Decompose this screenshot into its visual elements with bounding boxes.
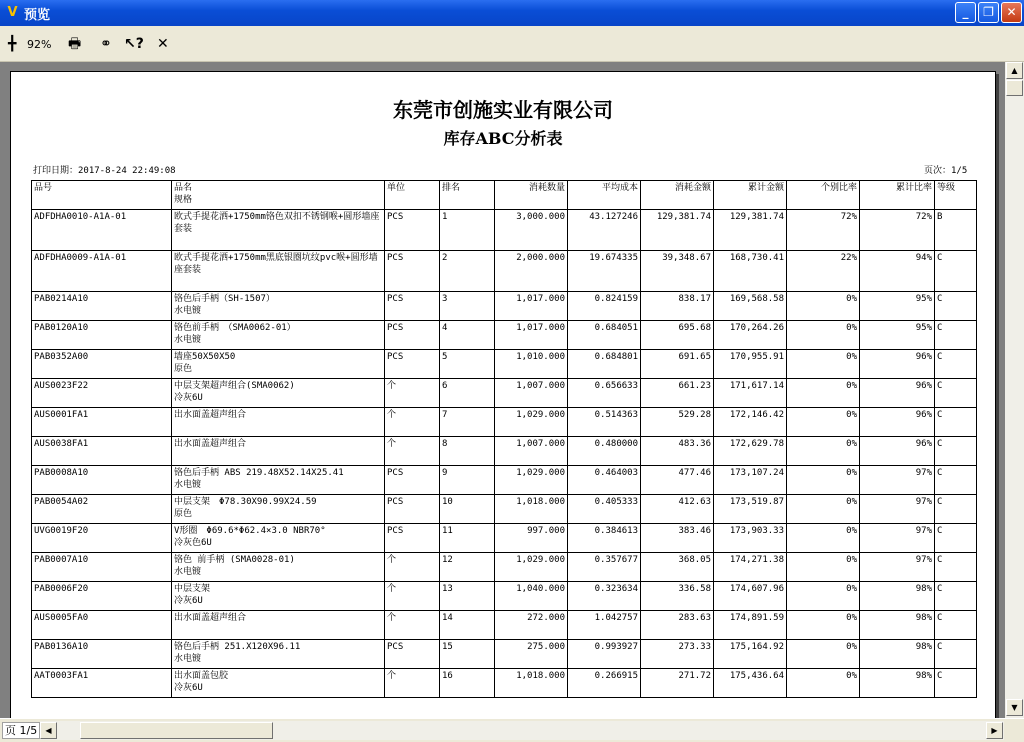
scroll-left-icon[interactable]: ◀ [40, 722, 57, 739]
table-cell: 铬色后手柄 ABS 219.48X52.14X25.41 水电镀 [172, 466, 385, 495]
table-row [32, 524, 977, 553]
toolbar [0, 26, 1024, 62]
window-title: 预览 [24, 8, 51, 23]
column-header: 等级 [935, 181, 977, 210]
table-cell: 169,568.58 [714, 292, 787, 321]
table-cell: 0.514363 [568, 408, 641, 437]
table-cell: 0.684051 [568, 321, 641, 350]
maximize-button[interactable]: ❐ [978, 2, 999, 23]
table-cell: 175,164.92 [714, 640, 787, 669]
minimize-button[interactable]: _ [955, 2, 976, 23]
report-title: 库存ABC分析表 [443, 129, 563, 148]
table-cell: PCS [385, 210, 440, 251]
table-cell: 1,018.000 [495, 669, 568, 698]
table-cell: 336.58 [641, 582, 714, 611]
table-row [32, 292, 977, 321]
table-cell: 0.684801 [568, 350, 641, 379]
table-cell: 7 [440, 408, 495, 437]
table-cell: 8 [440, 437, 495, 466]
table-cell: 出水面盖超声组合 [172, 437, 385, 466]
table-row [32, 669, 977, 698]
table-cell: 98% [860, 669, 935, 698]
table-cell: 个 [385, 553, 440, 582]
table-cell: PAB0007A10 [32, 553, 172, 582]
column-header: 消耗金额 [641, 181, 714, 210]
table-cell: 172,146.42 [714, 408, 787, 437]
table-cell: 铬色 前手柄 (SMA0028-01) 水电镀 [172, 553, 385, 582]
table-cell: 173,903.33 [714, 524, 787, 553]
table-cell: 5 [440, 350, 495, 379]
table-cell: 96% [860, 408, 935, 437]
table-cell: C [935, 321, 977, 350]
table-cell: 661.23 [641, 379, 714, 408]
page-number: 页次：1/5 [924, 166, 968, 176]
find-icon[interactable]: ⚭ [100, 36, 112, 52]
table-cell: 铬色后手柄（SH-1507） 水电镀 [172, 292, 385, 321]
table-cell: 0.405333 [568, 495, 641, 524]
table-cell: PCS [385, 495, 440, 524]
table-cell: 中层支架 Φ78.30X90.99X24.59 原色 [172, 495, 385, 524]
table-cell: 墙座50X50X50 原色 [172, 350, 385, 379]
table-cell: 129,381.74 [641, 210, 714, 251]
table-cell: 477.46 [641, 466, 714, 495]
table-cell: UVG0019F20 [32, 524, 172, 553]
title-bar [0, 0, 1024, 26]
table-cell: 19.674335 [568, 251, 641, 292]
table-cell: 174,607.96 [714, 582, 787, 611]
table-row [32, 210, 977, 251]
table-cell: 168,730.41 [714, 251, 787, 292]
table-cell: 0.656633 [568, 379, 641, 408]
table-cell: 0% [787, 640, 860, 669]
scroll-down-icon[interactable]: ▼ [1006, 699, 1023, 716]
table-cell: PAB0136A10 [32, 640, 172, 669]
table-cell: 95% [860, 292, 935, 321]
table-cell: 个 [385, 379, 440, 408]
table-row [32, 408, 977, 437]
table-cell: PCS [385, 251, 440, 292]
column-header: 个别比率 [787, 181, 860, 210]
table-cell: PAB0120A10 [32, 321, 172, 350]
zoom-icon[interactable]: ╋ [8, 36, 17, 52]
table-cell: 0% [787, 582, 860, 611]
table-row [32, 251, 977, 292]
preview-area[interactable] [0, 62, 1005, 718]
table-cell: 出水面盖超声组合 [172, 408, 385, 437]
table-row [32, 379, 977, 408]
table-cell: 170,264.26 [714, 321, 787, 350]
column-header: 品号 [32, 181, 172, 210]
column-header: 累计比率 [860, 181, 935, 210]
table-cell: 中层支架超声组合(SMA0062) 冷灰6U [172, 379, 385, 408]
table-cell: 0.480000 [568, 437, 641, 466]
table-cell: C [935, 466, 977, 495]
table-cell: 12 [440, 553, 495, 582]
table-cell: PCS [385, 350, 440, 379]
table-cell: 0% [787, 553, 860, 582]
column-header: 排名 [440, 181, 495, 210]
table-cell: PAB0006F20 [32, 582, 172, 611]
table-cell: AUS0001FA1 [32, 408, 172, 437]
table-cell: 2,000.000 [495, 251, 568, 292]
table-row [32, 437, 977, 466]
table-cell: 10 [440, 495, 495, 524]
table-cell: 欧式手提花洒+1750mm铬色双扣不锈钢喉+圆形墙座套装 [172, 210, 385, 251]
scroll-up-icon[interactable]: ▲ [1006, 62, 1023, 79]
table-cell: 96% [860, 379, 935, 408]
table-cell: 1,017.000 [495, 321, 568, 350]
table-cell: 173,519.87 [714, 495, 787, 524]
help-icon[interactable]: ↖? [124, 36, 144, 52]
table-cell: 0% [787, 437, 860, 466]
table-row [32, 321, 977, 350]
table-cell: 个 [385, 437, 440, 466]
app-icon: V [7, 5, 18, 20]
table-cell: PCS [385, 466, 440, 495]
table-cell: 6 [440, 379, 495, 408]
table-cell: 997.000 [495, 524, 568, 553]
print-date: 打印日期：2017-8-24 22:49:08 [33, 166, 176, 176]
table-cell: PCS [385, 321, 440, 350]
table-cell: 383.46 [641, 524, 714, 553]
table-cell: 14 [440, 611, 495, 640]
table-cell: 1.042757 [568, 611, 641, 640]
column-header: 累计金额 [714, 181, 787, 210]
table-cell: 529.28 [641, 408, 714, 437]
table-cell: 97% [860, 466, 935, 495]
table-cell: 272.000 [495, 611, 568, 640]
zoom-level[interactable]: 92% [27, 38, 52, 51]
table-cell: C [935, 350, 977, 379]
table-cell: 72% [860, 210, 935, 251]
table-cell: 1,040.000 [495, 582, 568, 611]
table-cell: 13 [440, 582, 495, 611]
table-cell: 94% [860, 251, 935, 292]
table-cell: 98% [860, 582, 935, 611]
table-row [32, 466, 977, 495]
table-cell: 95% [860, 321, 935, 350]
table-cell: 0% [787, 292, 860, 321]
vertical-scrollbar[interactable] [1005, 62, 1024, 718]
table-cell: 1,018.000 [495, 495, 568, 524]
table-row [32, 582, 977, 611]
table-row [32, 495, 977, 524]
column-header: 品名 规格 [172, 181, 385, 210]
table-cell: C [935, 495, 977, 524]
table-cell: 4 [440, 321, 495, 350]
table-cell: 中层支架 冷灰6U [172, 582, 385, 611]
table-cell: 0% [787, 524, 860, 553]
table-cell: AUS0038FA1 [32, 437, 172, 466]
table-cell: 412.63 [641, 495, 714, 524]
print-icon[interactable]: 🖶 [68, 36, 82, 52]
table-cell: C [935, 251, 977, 292]
table-row [32, 611, 977, 640]
table-cell: 483.36 [641, 437, 714, 466]
table-cell: 1,007.000 [495, 437, 568, 466]
status-bar [0, 718, 1024, 742]
table-cell: 0.266915 [568, 669, 641, 698]
abc-analysis-table [31, 180, 977, 698]
table-cell: 129,381.74 [714, 210, 787, 251]
table-cell: C [935, 524, 977, 553]
table-cell: ADFDHA0009-A1A-01 [32, 251, 172, 292]
table-cell: C [935, 611, 977, 640]
table-cell: 2 [440, 251, 495, 292]
table-cell: 0.323634 [568, 582, 641, 611]
table-cell: PCS [385, 640, 440, 669]
table-cell: 283.63 [641, 611, 714, 640]
table-cell: 173,107.24 [714, 466, 787, 495]
horizontal-scrollbar[interactable] [40, 721, 1004, 740]
table-cell: 172,629.78 [714, 437, 787, 466]
table-cell: PCS [385, 292, 440, 321]
table-cell: 43.127246 [568, 210, 641, 251]
table-cell: C [935, 669, 977, 698]
table-cell: 11 [440, 524, 495, 553]
table-cell: 838.17 [641, 292, 714, 321]
table-cell: 1,017.000 [495, 292, 568, 321]
table-row [32, 640, 977, 669]
table-row [32, 553, 977, 582]
table-cell: 97% [860, 495, 935, 524]
table-cell: 16 [440, 669, 495, 698]
table-cell: 174,891.59 [714, 611, 787, 640]
table-cell: 1,029.000 [495, 553, 568, 582]
table-cell: 1,007.000 [495, 379, 568, 408]
table-cell: PCS [385, 524, 440, 553]
table-cell: 174,271.38 [714, 553, 787, 582]
table-cell: C [935, 437, 977, 466]
table-cell: 1 [440, 210, 495, 251]
table-cell: 175,436.64 [714, 669, 787, 698]
table-cell: 275.000 [495, 640, 568, 669]
table-cell: 3 [440, 292, 495, 321]
table-cell: 0% [787, 379, 860, 408]
table-cell: ADFDHA0010-A1A-01 [32, 210, 172, 251]
table-cell: PAB0352A00 [32, 350, 172, 379]
table-cell: 691.65 [641, 350, 714, 379]
table-cell: 0% [787, 321, 860, 350]
table-cell: C [935, 292, 977, 321]
table-cell: AAT0003FA1 [32, 669, 172, 698]
table-cell: 1,029.000 [495, 466, 568, 495]
table-cell: 39,348.67 [641, 251, 714, 292]
table-cell: 个 [385, 582, 440, 611]
table-cell: C [935, 553, 977, 582]
table-cell: 0% [787, 495, 860, 524]
table-cell: 0% [787, 669, 860, 698]
vertical-scroll-thumb[interactable] [1006, 80, 1023, 96]
table-cell: C [935, 582, 977, 611]
table-cell: 15 [440, 640, 495, 669]
table-cell: AUS0023F22 [32, 379, 172, 408]
table-cell: 0.993927 [568, 640, 641, 669]
company-name: 东莞市创施实业有限公司 [393, 98, 613, 122]
table-cell: 97% [860, 553, 935, 582]
table-cell: PAB0008A10 [32, 466, 172, 495]
page-indicator: 页 1/5 [2, 722, 40, 739]
table-cell: 出水面盖超声组合 [172, 611, 385, 640]
table-cell: 98% [860, 611, 935, 640]
table-cell: 0.824159 [568, 292, 641, 321]
close-button[interactable]: ✕ [1001, 2, 1022, 23]
table-cell: 0% [787, 408, 860, 437]
close-preview-icon[interactable]: ✕ [157, 36, 169, 52]
column-header: 单位 [385, 181, 440, 210]
scroll-right-icon[interactable]: ▶ [986, 722, 1003, 739]
table-cell: C [935, 408, 977, 437]
table-cell: 170,955.91 [714, 350, 787, 379]
table-cell: 个 [385, 408, 440, 437]
table-cell: 欧式手提花洒+1750mm黑底银圈坑纹pvc喉+圆形墙座套装 [172, 251, 385, 292]
table-cell: 0.464003 [568, 466, 641, 495]
table-cell: PAB0214A10 [32, 292, 172, 321]
table-cell: 96% [860, 437, 935, 466]
table-cell: B [935, 210, 977, 251]
table-cell: 97% [860, 524, 935, 553]
table-cell: 1,029.000 [495, 408, 568, 437]
table-cell: 9 [440, 466, 495, 495]
horizontal-scroll-thumb[interactable] [80, 722, 273, 739]
table-cell: 271.72 [641, 669, 714, 698]
table-cell: 3,000.000 [495, 210, 568, 251]
table-cell: 368.05 [641, 553, 714, 582]
table-cell: 72% [787, 210, 860, 251]
report-page [10, 71, 996, 718]
column-header: 消耗数量 [495, 181, 568, 210]
table-cell: 0% [787, 350, 860, 379]
table-cell: C [935, 379, 977, 408]
table-cell: 273.33 [641, 640, 714, 669]
table-cell: 0.384613 [568, 524, 641, 553]
table-cell: 1,010.000 [495, 350, 568, 379]
table-cell: C [935, 640, 977, 669]
column-header: 平均成本 [568, 181, 641, 210]
table-cell: 98% [860, 640, 935, 669]
table-cell: 171,617.14 [714, 379, 787, 408]
table-cell: 铬色前手柄 （SMA0062-01） 水电镀 [172, 321, 385, 350]
table-cell: 695.68 [641, 321, 714, 350]
table-cell: AUS0005FA0 [32, 611, 172, 640]
table-cell: 96% [860, 350, 935, 379]
table-cell: 0% [787, 466, 860, 495]
table-cell: 0% [787, 611, 860, 640]
table-cell: 个 [385, 669, 440, 698]
table-row [32, 350, 977, 379]
table-cell: V形圈 Φ69.6*Φ62.4×3.0 NBR70° 冷灰色6U [172, 524, 385, 553]
table-cell: 铬色后手柄 251.X120X96.11 水电镀 [172, 640, 385, 669]
table-cell: PAB0054A02 [32, 495, 172, 524]
table-cell: 0.357677 [568, 553, 641, 582]
table-cell: 出水面盖包胶 冷灰6U [172, 669, 385, 698]
table-cell: 22% [787, 251, 860, 292]
table-cell: 个 [385, 611, 440, 640]
